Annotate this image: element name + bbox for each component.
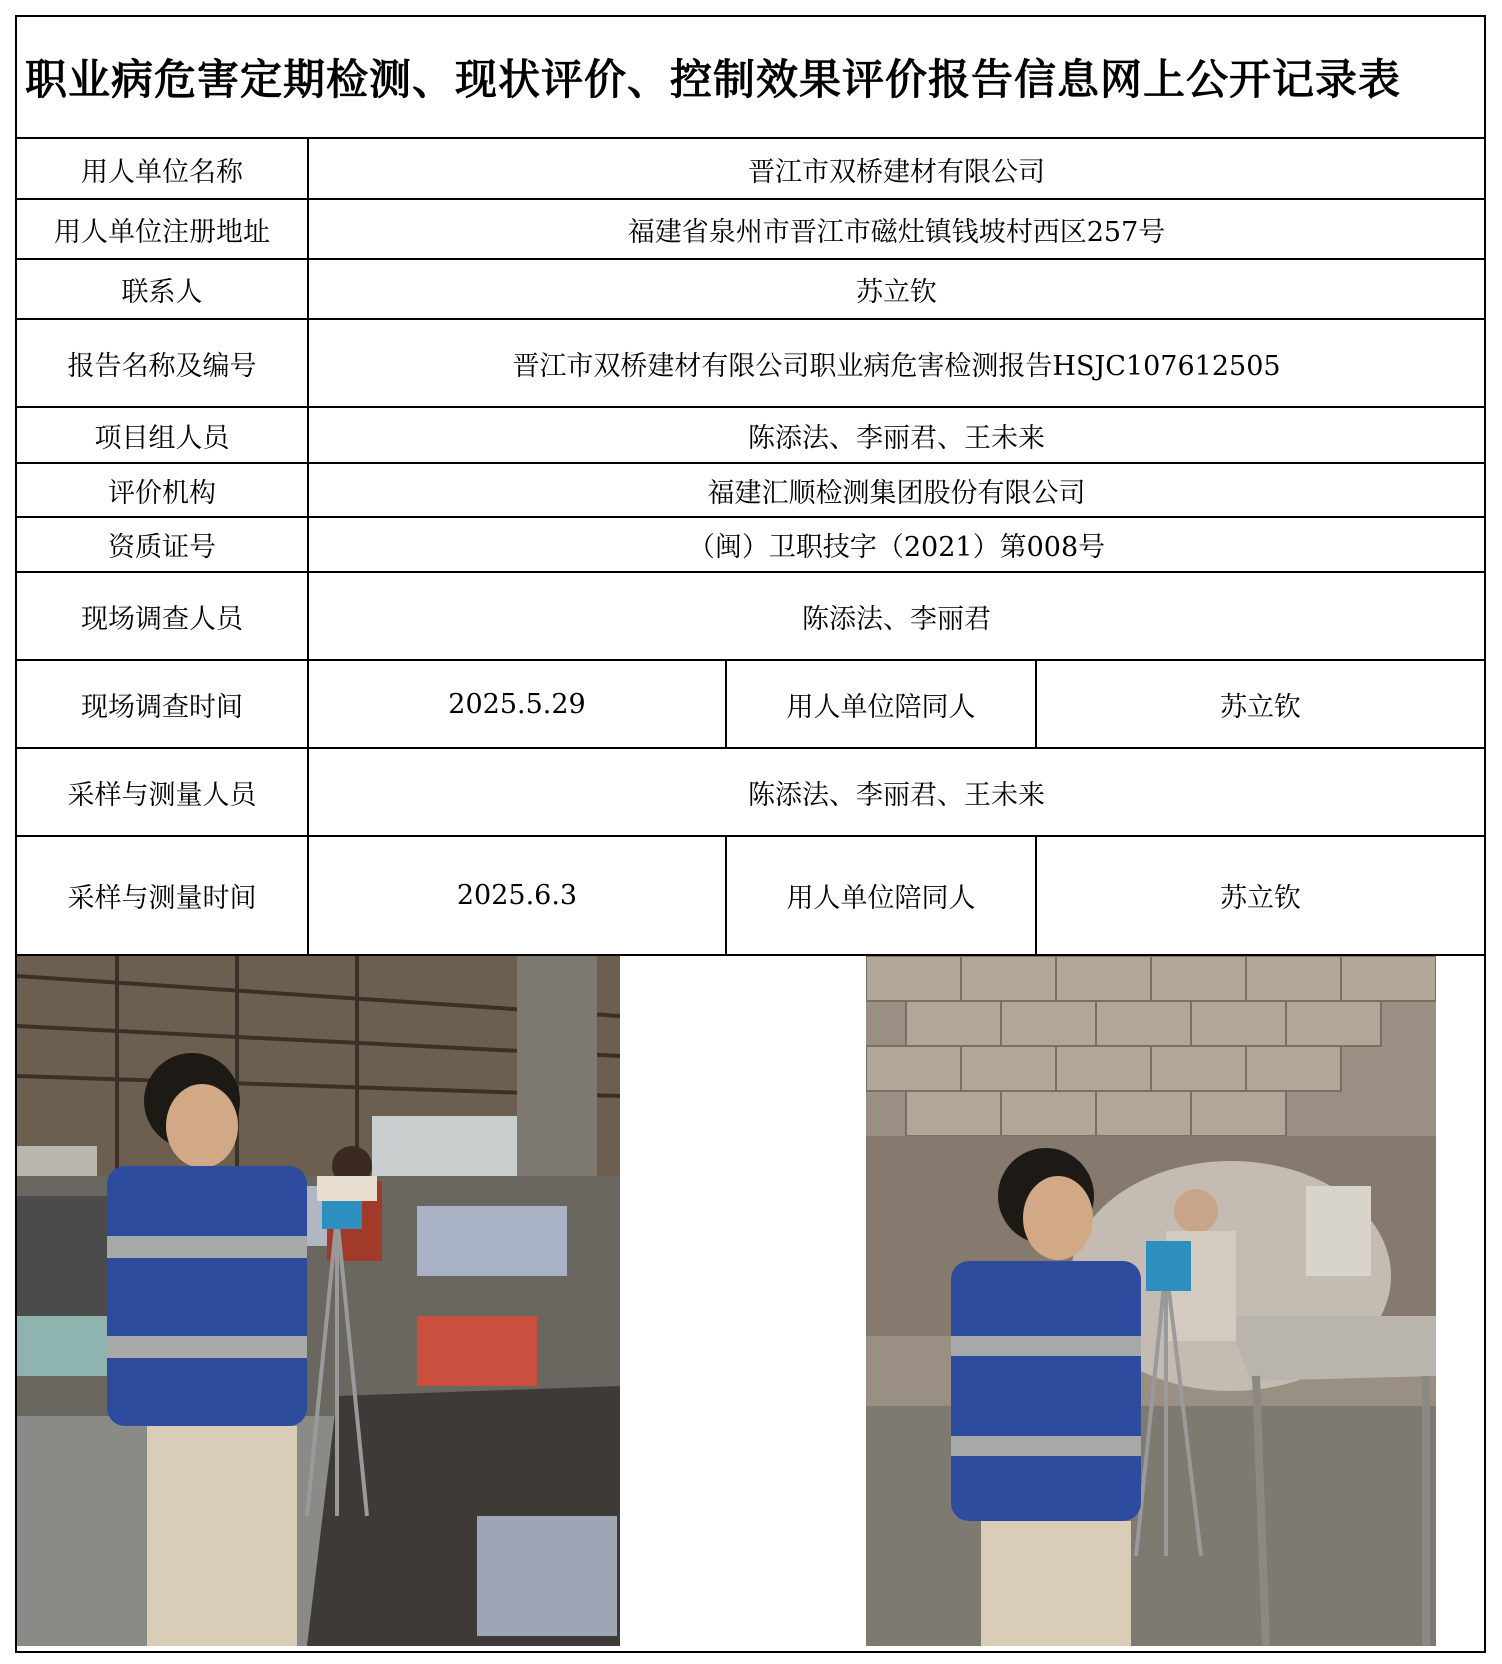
survey-staff-value: 陈添法、李丽君 — [802, 603, 991, 635]
agency-value: 福建汇顺检测集团股份有限公司 — [707, 477, 1086, 509]
sampling-time-value: 2025.6.3 — [456, 880, 578, 911]
sampling-staff-label: 采样与测量人员 — [67, 779, 257, 811]
survey-time-value: 2025.5.29 — [448, 688, 586, 720]
contact-label: 联系人 — [121, 276, 203, 308]
agency-label: 评价机构 — [108, 477, 216, 509]
sampling-companion-label: 用人单位陪同人 — [786, 883, 976, 914]
sampling-companion-value: 苏立钦 — [1220, 883, 1301, 914]
employer-address-value: 福建省泉州市晋江市磁灶镇钱坡村西区257号 — [627, 216, 1166, 248]
report-value: 晋江市双桥建材有限公司职业病危害检测报告HSJC107612505 — [512, 350, 1281, 382]
employer-name-label: 用人单位名称 — [81, 157, 243, 188]
team-value: 陈添法、李丽君、王未来 — [748, 422, 1045, 454]
certificate-value: （闽）卫职技字（2021）第008号 — [687, 532, 1106, 563]
survey-companion-value: 苏立钦 — [1220, 691, 1301, 723]
contact-value: 苏立钦 — [856, 276, 937, 308]
certificate-label: 资质证号 — [108, 532, 216, 563]
report-label: 报告名称及编号 — [67, 350, 257, 382]
factory-photo-left — [17, 956, 620, 1646]
factory-photo-right — [866, 956, 1436, 1646]
survey-time-label: 现场调查时间 — [81, 691, 243, 723]
page-title: 职业病危害定期检测、现状评价、控制效果评价报告信息网上公开记录表 — [17, 17, 1484, 139]
employer-address-label: 用人单位注册地址 — [54, 216, 270, 248]
sampling-staff-value: 陈添法、李丽君、王未来 — [748, 779, 1045, 811]
sampling-time-label: 采样与测量时间 — [67, 883, 257, 914]
survey-staff-label: 现场调查人员 — [81, 603, 243, 635]
survey-companion-label: 用人单位陪同人 — [786, 691, 976, 723]
employer-name-value: 晋江市双桥建材有限公司 — [748, 157, 1045, 188]
team-label: 项目组人员 — [94, 422, 230, 454]
